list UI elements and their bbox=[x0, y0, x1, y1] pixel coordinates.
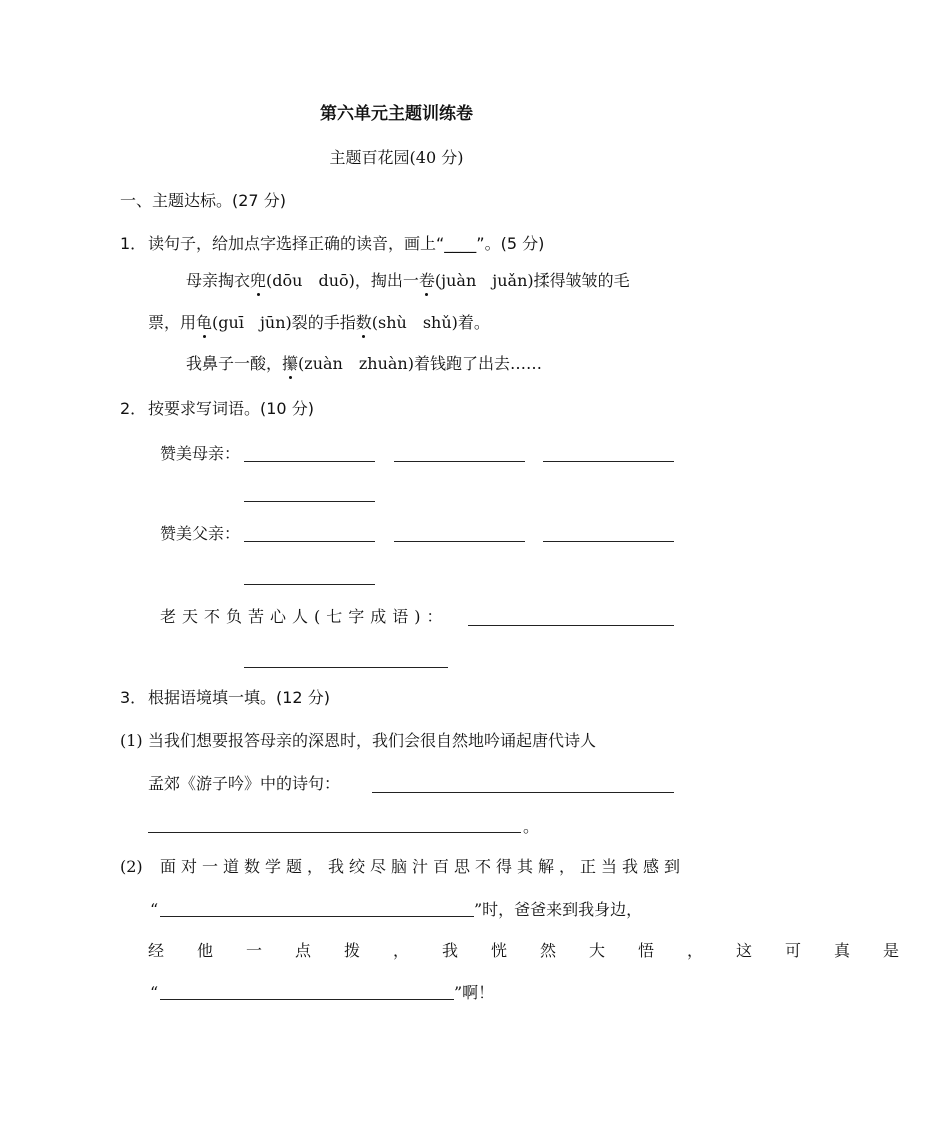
answer-blank-idiom-3[interactable] bbox=[160, 916, 474, 917]
q2-prompt: 按要求写词语。(10 分) bbox=[148, 399, 314, 418]
dotted-char: 攥 bbox=[282, 354, 299, 373]
q3-item1-end: 。 bbox=[523, 817, 540, 836]
answer-blank-father-4[interactable] bbox=[244, 584, 375, 585]
text-segment: 我鼻子一酸， bbox=[186, 354, 283, 373]
q1-sentence-line3 bbox=[186, 356, 542, 372]
q2-number: 2． bbox=[120, 399, 147, 418]
q1-number: 1． bbox=[120, 234, 147, 253]
dotted-char: 龟 bbox=[196, 313, 213, 332]
answer-blank-idiom-2[interactable] bbox=[244, 667, 448, 668]
answer-blank-mother-1[interactable] bbox=[244, 461, 375, 462]
pinyin-options: (dōu duō)，掏出一 bbox=[266, 271, 419, 290]
dotted-char: 数 bbox=[355, 313, 372, 332]
answer-blank-mother-2[interactable] bbox=[394, 461, 525, 462]
pinyin-options: (zuàn zhuàn)着钱跑了出去…… bbox=[298, 354, 542, 373]
open-quote: “ bbox=[150, 900, 159, 919]
dotted-char: 卷 bbox=[418, 271, 435, 290]
q1-prompt: 读句子，给加点字选择正确的读音，画上“____”。(5 分) bbox=[148, 234, 545, 253]
pinyin-options: (juàn juǎn)揉得皱皱的毛 bbox=[434, 271, 630, 290]
answer-blank-idiom-1[interactable] bbox=[468, 625, 674, 626]
open-quote: “ bbox=[150, 983, 159, 1002]
father-label: 赞美父亲： bbox=[160, 524, 241, 543]
text-segment: 票，用 bbox=[148, 313, 197, 332]
answer-blank-poem-1[interactable] bbox=[372, 792, 674, 793]
q3-item1-number: (1) bbox=[120, 731, 143, 750]
q3-item2-number: (2) bbox=[120, 857, 143, 876]
q3-number: 3． bbox=[120, 688, 147, 707]
dotted-char: 兜 bbox=[250, 271, 267, 290]
section-heading: 一、主题达标。(27 分) bbox=[120, 191, 286, 210]
q3-item2-line3: 经他一点拨，我恍然大悟，这可真是 bbox=[148, 941, 932, 960]
answer-blank-mother-3[interactable] bbox=[543, 461, 674, 462]
page-title: 第六单元主题训练卷 bbox=[320, 104, 473, 124]
q3-item2-line2-tail: ”时，爸爸来到我身边， bbox=[474, 900, 643, 919]
answer-blank-poem-2[interactable] bbox=[148, 832, 521, 833]
page-subtitle: 主题百花园(40 分) bbox=[329, 148, 464, 167]
answer-blank-father-2[interactable] bbox=[394, 541, 525, 542]
q1-sentence-line1 bbox=[186, 273, 630, 289]
answer-blank-father-1[interactable] bbox=[244, 541, 375, 542]
mother-label: 赞美母亲： bbox=[160, 444, 241, 463]
q3-item1-line1: 当我们想要报答母亲的深恩时，我们会很自然地吟诵起唐代诗人 bbox=[148, 731, 597, 750]
q3-item2-line1: 面对一道数学题，我绞尽脑汁百思不得其解，正当我感到 bbox=[160, 857, 686, 876]
q3-item2-line4-tail: ”啊！ bbox=[454, 983, 495, 1002]
q3-prompt: 根据语境填一填。(12 分) bbox=[148, 688, 330, 707]
answer-blank-father-3[interactable] bbox=[543, 541, 674, 542]
answer-blank-mother-4[interactable] bbox=[244, 501, 375, 502]
q3-item1-line2: 孟郊《游子吟》中的诗句： bbox=[148, 774, 341, 793]
text-segment: 母亲掏衣 bbox=[186, 271, 251, 290]
pinyin-options: (shù shǔ)着。 bbox=[371, 313, 490, 332]
q1-sentence-line2 bbox=[148, 315, 490, 331]
answer-blank-idiom-4[interactable] bbox=[160, 999, 454, 1000]
pinyin-options: (guī jūn)裂的手指 bbox=[212, 313, 356, 332]
idiom-label: 老天不负苦心人(七字成语)： bbox=[160, 607, 449, 626]
